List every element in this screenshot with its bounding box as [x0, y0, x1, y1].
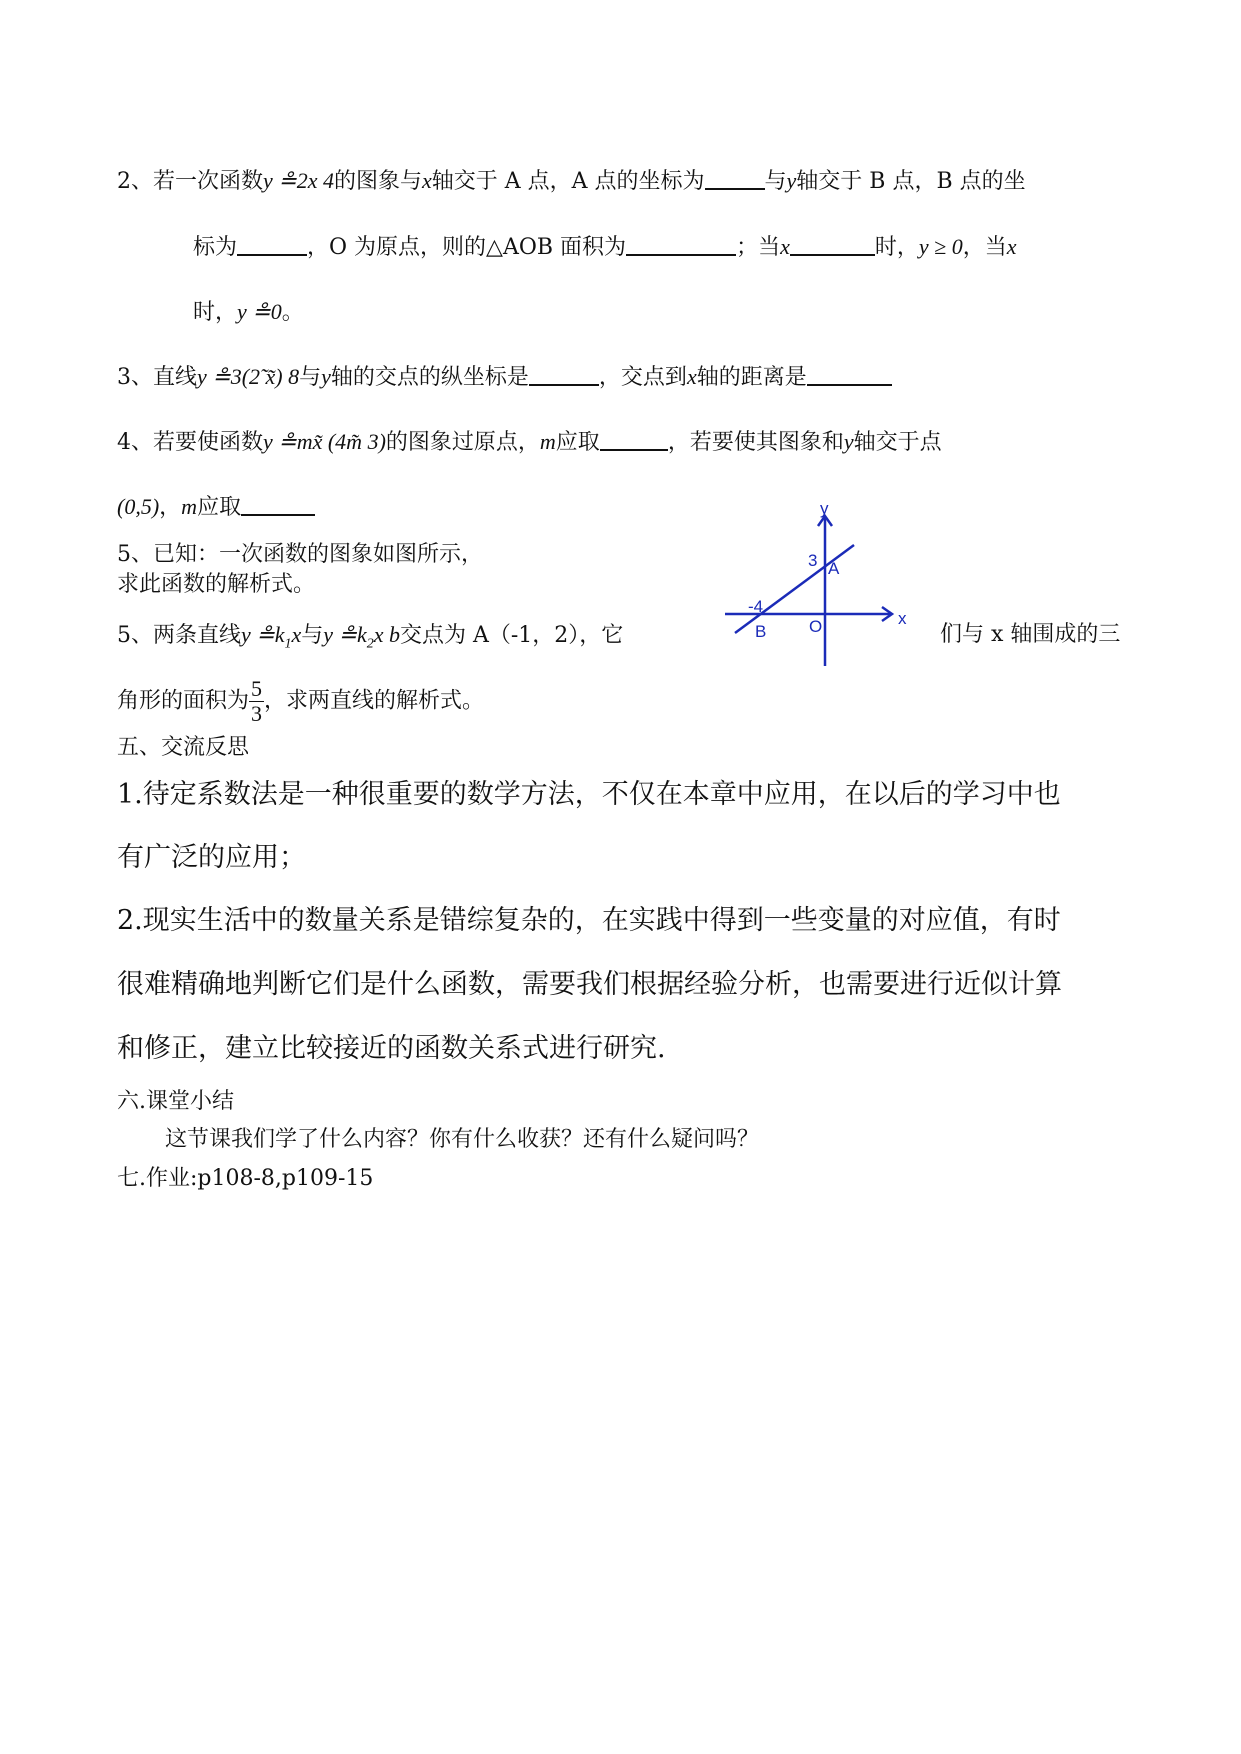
reflection-p2-line1: 2.现实生活中的数量关系是错综复杂的，在实践中得到一些变量的对应值，有时	[117, 905, 1061, 936]
q2-line1: 2、若一次函数y ≗2x 4的图象与x轴交于 A 点，A 点的坐标为 与y轴交于 B 点，B 点的坐	[117, 168, 1026, 194]
q4-equation: y ≗mx̃ (4m̃ 3)	[263, 429, 386, 454]
x-intercept-label: -4	[748, 597, 764, 616]
section-5-title: 五、交流反思	[117, 735, 250, 760]
reflection-p1-line2: 有广泛的应用；	[117, 842, 306, 873]
y-axis-label: y	[820, 499, 829, 518]
answer-blank[interactable]	[807, 364, 892, 386]
q5b-line1-right: 们与 x 轴围成的三	[940, 622, 1121, 647]
q3-line: 3、直线y ≗3(2̃ x̃) 8与y轴的交点的纵坐标是 ，交点到x轴的距离是	[117, 363, 892, 392]
q2-line3: 时，y ≗0。	[193, 299, 304, 325]
q4-line1: 4、若要使函数y ≗mx̃ (4m̃ 3)的图象过原点，m应取 ，若要使其图象和y轴交于点	[117, 429, 942, 455]
homework: 七.作业:p108-8,p109-15	[117, 1166, 374, 1191]
y-intercept-label: 3	[808, 551, 818, 570]
answer-blank[interactable]	[626, 234, 736, 256]
summary-text: 这节课我们学了什么内容？你有什么收获？还有什么疑问吗？	[165, 1127, 760, 1152]
reflection-p2-line3: 和修正，建立比较接近的函数关系式进行研究.	[117, 1033, 666, 1064]
q2-equation: y ≗2x 4	[263, 168, 334, 193]
q5b-line2: 角形的面积为 $\frac{5}{3}$ ，求两直线的解析式。	[117, 676, 485, 726]
q3-equation: y ≗3(2̃ x̃) 8	[197, 364, 300, 389]
answer-blank[interactable]	[705, 168, 765, 190]
point-b-label: B	[755, 622, 767, 641]
section-6-title: 六.课堂小结	[117, 1089, 234, 1114]
origin-label: O	[809, 617, 823, 636]
fraction: $\frac{5}{3}$	[251, 676, 263, 726]
q5a-line1: 5、已知：一次函数的图象如图所示，	[117, 542, 483, 567]
reflection-p1-line1: 1.待定系数法是一种很重要的数学方法，不仅在本章中应用，在以后的学习中也	[117, 779, 1061, 810]
q5b-line1-left: 5、两条直线y $≗k_1x$与y $≗k_2x$ b交点为 A（-1，2），它	[117, 622, 624, 652]
q4-line2: (0,5)，m应取	[117, 493, 315, 522]
point-a-label: A	[828, 559, 840, 578]
answer-blank[interactable]	[790, 234, 875, 256]
function-graph	[722, 496, 922, 676]
q5a-line2: 求此函数的解析式。	[117, 572, 316, 597]
answer-blank[interactable]	[241, 494, 315, 516]
q2-line2: 标为 ，O 为原点，则的△AOB 面积为 ；当x 时，y ≥ 0，当x	[193, 234, 1017, 260]
answer-blank[interactable]	[600, 429, 668, 451]
answer-blank[interactable]	[529, 364, 599, 386]
x-axis-label: x	[898, 609, 907, 628]
answer-blank[interactable]	[237, 234, 307, 256]
reflection-p2-line2: 很难精确地判断它们是什么函数，需要我们根据经验分析，也需要进行近似计算	[117, 969, 1062, 1000]
